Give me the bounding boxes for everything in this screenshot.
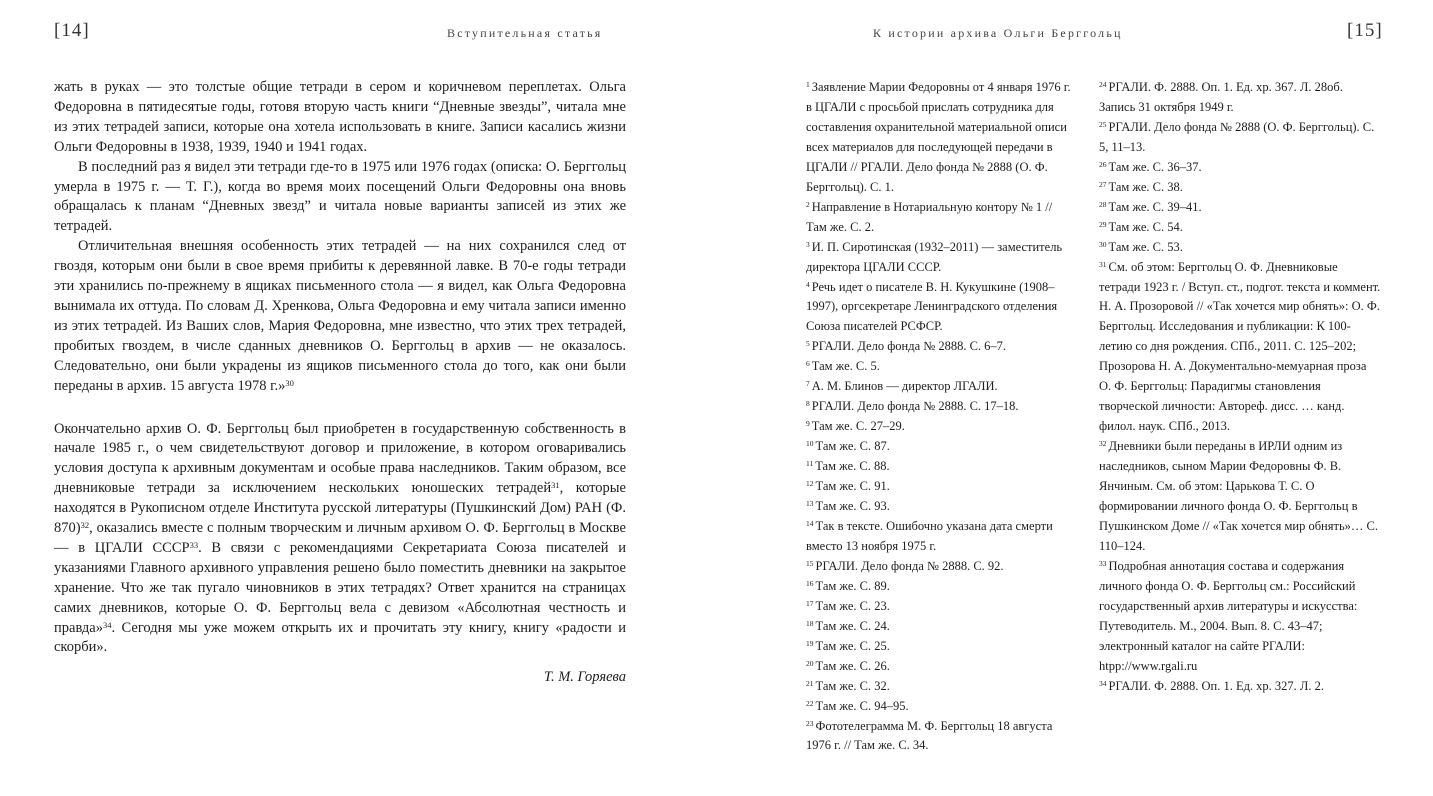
footnote-17 bbox=[806, 597, 1072, 617]
paragraph-3 bbox=[54, 237, 626, 396]
footnote-number: 8 bbox=[806, 399, 810, 409]
footnote-text: Там же. С. 27–29. bbox=[811, 419, 905, 434]
footnote-text: Там же. С. 88. bbox=[815, 459, 890, 474]
footnote-30 bbox=[1099, 238, 1381, 258]
footnote-text: Там же. С. 39–41. bbox=[1108, 199, 1202, 214]
footnote-number: 9 bbox=[806, 419, 810, 429]
footnote-text: Там же. С. 23. bbox=[815, 598, 890, 613]
footnote-15 bbox=[806, 557, 1072, 577]
footnote-text: См. об этом: Берггольц О. Ф. Дневниковые тетради 1923 г. / Вступ. ст., подгот. текста и коммент. Н. А. Прозоровой // «Так хочется мир обнять»: О. Ф. Берггольц. Исследования и публикации: К 100-летию со дня рождения. СПб., 2011. С. 125–202; Прозорова Н. А. Документально-мемуарная проза О. Ф. Берггольц: Парадигмы становления творческой личности: Автореф. дисс. … канд. филол. наук. СПб., 2013. bbox=[1099, 259, 1381, 434]
footnote-number: 4 bbox=[806, 279, 810, 289]
paragraph-main bbox=[54, 420, 626, 659]
footnote-text: Там же. С. 38. bbox=[1108, 179, 1183, 194]
footnote-number: 33 bbox=[1099, 558, 1107, 568]
footnote-10 bbox=[806, 437, 1072, 457]
footnote-14 bbox=[806, 517, 1072, 557]
footnote-number: 12 bbox=[806, 479, 814, 489]
left-page-number: [14] bbox=[54, 20, 90, 41]
footnote-text: Там же. С. 25. bbox=[815, 638, 890, 653]
footnote-33 bbox=[1099, 557, 1381, 677]
footnote-ref-31[interactable]: 31 bbox=[551, 480, 560, 491]
left-page-body bbox=[54, 78, 626, 686]
footnote-number: 2 bbox=[806, 199, 810, 209]
paragraph-1: жать в руках — это толстые общие тетради в сером и коричневом переплетах. Ольга Федоровна в пятидесятые годы, готовя вторую часть книги “Дневные звезды”, читала мне из этих тетрадей записи, которые она хотела использовать в книге. Записи касались жизни Ольги Федоровны в 1938, 1939, 1940 и 1941 годах. bbox=[54, 79, 626, 155]
footnote-number: 24 bbox=[1099, 80, 1107, 89]
footnote-ref-34[interactable]: 34 bbox=[103, 619, 112, 630]
footnote-text: Речь идет о писателе В. Н. Кукушкине (1908–1997), оргсекретаре Ленинградского отделения Союза писателей РСФСР. bbox=[806, 279, 1058, 334]
footnote-number: 15 bbox=[806, 558, 814, 568]
footnote-text: РГАЛИ. Дело фонда № 2888. С. 17–18. bbox=[811, 399, 1019, 414]
footnote-2 bbox=[806, 198, 1072, 238]
paragraph-2: В последний раз я видел эти тетради где-то в 1975 или 1976 годах (описка: О. Берггольц умерла в 1975 г. — Т. Г.), когда во время моих посещений Ольги Федоровны она вновь обращалась к планам “Дневных звезд” и читала новые варианты записей из этих же тетрадей. bbox=[54, 158, 626, 235]
footnote-4 bbox=[806, 278, 1072, 338]
footnote-9 bbox=[806, 417, 1072, 437]
footnote-text: Там же. С. 26. bbox=[815, 658, 890, 673]
footnote-number: 22 bbox=[806, 698, 814, 708]
footnote-text: Там же. С. 32. bbox=[815, 678, 890, 693]
footnote-number: 10 bbox=[806, 439, 814, 449]
footnote-7 bbox=[806, 377, 1072, 397]
footnote-13 bbox=[806, 497, 1072, 517]
footnote-22 bbox=[806, 697, 1072, 717]
footnote-text: РГАЛИ. Ф. 2888. Оп. 1. Ед. хр. 367. Л. 28об. Запись 31 октября 1949 г. bbox=[1099, 80, 1343, 114]
footnote-3 bbox=[806, 238, 1072, 278]
footnote-number: 34 bbox=[1099, 678, 1107, 688]
section-gap bbox=[54, 397, 626, 420]
footnote-number: 14 bbox=[806, 518, 814, 528]
footnote-21 bbox=[806, 677, 1072, 697]
main-text-part-4: . В связи с рекомендациями Секретариата Союза писателей и указаниями Главного архивного управления решено было поместить дневники на закрытое хранение. Что же так пугало чиновников в этих тетрадях? Ответ хранится на страницах самих дневников, которые О. Ф. Берггольц вела с девизом «Абсолютная честность и правда» bbox=[54, 539, 626, 636]
footnote-text: Там же. С. 87. bbox=[815, 439, 890, 454]
footnote-number: 17 bbox=[806, 598, 814, 608]
footnote-25 bbox=[1099, 118, 1381, 158]
footnote-19 bbox=[806, 637, 1072, 657]
footnote-number: 20 bbox=[806, 658, 814, 668]
footnote-text: Там же. С. 89. bbox=[815, 578, 890, 593]
main-text-part-5: . Сегодня мы уже можем открыть их и прочитать эту книгу, книгу «радости и скорби». bbox=[54, 619, 626, 656]
footnote-11 bbox=[806, 457, 1072, 477]
author-signature: Т. М. Горяева bbox=[543, 669, 626, 686]
footnote-27 bbox=[1099, 178, 1381, 198]
footnote-29 bbox=[1099, 218, 1381, 238]
footnote-text: А. М. Блинов — директор ЛГАЛИ. bbox=[811, 379, 998, 394]
footnote-text: РГАЛИ. Дело фонда № 2888 (О. Ф. Берггольц). С. 5, 11–13. bbox=[1099, 119, 1375, 154]
footnote-number: 25 bbox=[1099, 119, 1107, 129]
footnote-ref-33[interactable]: 33 bbox=[189, 539, 199, 550]
footnote-number: 28 bbox=[1099, 199, 1107, 209]
footnote-number: 13 bbox=[806, 499, 814, 509]
footnote-24 bbox=[1099, 78, 1381, 118]
footnote-number: 11 bbox=[806, 459, 814, 469]
footnotes-column-1 bbox=[806, 78, 1072, 756]
footnote-text: И. П. Сиротинская (1932–2011) — заместитель директора ЦГАЛИ СССР. bbox=[806, 239, 1063, 274]
footnote-number: 1 bbox=[806, 80, 810, 89]
footnote-number: 23 bbox=[806, 718, 814, 728]
footnote-23 bbox=[806, 717, 1072, 757]
footnote-text: Фототелеграмма М. Ф. Берггольц 18 августа 1976 г. // Там же. С. 34. bbox=[806, 718, 1053, 753]
footnote-number: 26 bbox=[1099, 159, 1107, 169]
footnote-number: 16 bbox=[806, 578, 814, 588]
footnote-ref-30[interactable]: 30 bbox=[285, 377, 294, 388]
footnote-text: Там же. С. 91. bbox=[815, 479, 890, 494]
footnote-text: РГАЛИ. Дело фонда № 2888. С. 6–7. bbox=[811, 339, 1007, 354]
footnote-text: Там же. С. 54. bbox=[1108, 219, 1183, 234]
main-text-part-2: , которые находятся в Рукописном отделе Института русской литературы (Пушкинский Дом) РАН (Ф. 870) bbox=[54, 480, 626, 537]
footnote-number: 21 bbox=[806, 678, 814, 688]
right-page-number: [15] bbox=[1347, 20, 1383, 41]
footnote-5 bbox=[806, 337, 1072, 357]
footnote-text: Там же. С. 93. bbox=[815, 499, 890, 514]
footnote-6 bbox=[806, 357, 1072, 377]
footnote-28 bbox=[1099, 198, 1381, 218]
footnote-number: 32 bbox=[1099, 439, 1107, 449]
footnote-text: Заявление Марии Федоровны от 4 января 1976 г. в ЦГАЛИ с просьбой прислать сотрудника для составления охранительной материальной описи всех материалов для последующей передачи в ЦГАЛИ // РГАЛИ. Дело фонда № 2888 (О. Ф. Берггольц). С. 1. bbox=[806, 80, 1071, 194]
footnote-number: 30 bbox=[1099, 239, 1107, 249]
footnote-text: Дневники были переданы в ИРЛИ одним из наследников, сыном Марии Федоровны Ф. В. Янчиным. См. об этом: Царькова Т. С. О формировании личного фонда О. Ф. Берггольц в Пушкинском Доме // «Так хочется мир обнять»… С. 110–124. bbox=[1099, 439, 1378, 553]
footnotes-column-2 bbox=[1099, 78, 1381, 697]
footnote-number: 18 bbox=[806, 618, 814, 628]
footnote-text: Там же. С. 94–95. bbox=[815, 698, 909, 713]
left-running-head: Вступительная статья bbox=[447, 26, 603, 40]
footnote-ref-32[interactable]: 32 bbox=[80, 520, 90, 531]
footnote-number: 27 bbox=[1099, 179, 1107, 189]
footnote-text: РГАЛИ. Ф. 2888. Оп. 1. Ед. хр. 327. Л. 2. bbox=[1108, 678, 1325, 693]
footnote-34 bbox=[1099, 677, 1381, 697]
footnote-number: 19 bbox=[806, 638, 814, 648]
footnote-1 bbox=[806, 78, 1072, 198]
footnote-text: РГАЛИ. Дело фонда № 2888. С. 92. bbox=[815, 558, 1004, 573]
footnote-text: Там же. С. 53. bbox=[1108, 239, 1183, 254]
footnote-text: Подробная аннотация состава и содержания личного фонда О. Ф. Берггольц см.: Российский государственный архив литературы и искусства: Путеводитель. М., 2004. Вып. 8. С. 43–47; электронный каталог на сайте РГАЛИ: htpp://www.rgali.ru bbox=[1099, 558, 1358, 673]
footnote-12 bbox=[806, 477, 1072, 497]
footnote-16 bbox=[806, 577, 1072, 597]
footnote-26 bbox=[1099, 158, 1381, 178]
main-text-part-3: , оказались вместе с полным творческим и личным архивом О. Ф. Берггольц в Москве — в ЦГАЛИ СССР bbox=[54, 520, 626, 556]
footnote-31 bbox=[1099, 258, 1381, 438]
footnote-32 bbox=[1099, 437, 1381, 557]
footnote-text: Так в тексте. Ошибочно указана дата смерти вместо 13 ноября 1975 г. bbox=[806, 518, 1053, 553]
footnote-text: Там же. С. 5. bbox=[811, 359, 880, 374]
footnote-text: Там же. С. 36–37. bbox=[1108, 159, 1202, 174]
footnote-number: 3 bbox=[806, 239, 810, 249]
footnote-number: 31 bbox=[1099, 259, 1107, 269]
right-running-head: К истории архива Ольги Берггольц bbox=[873, 26, 1123, 40]
footnote-number: 5 bbox=[806, 339, 810, 349]
footnote-text: Направление в Нотариальную контору № 1 // Там же. С. 2. bbox=[806, 199, 1053, 234]
footnote-number: 6 bbox=[806, 359, 810, 369]
footnote-number: 7 bbox=[806, 379, 810, 389]
footnote-text: Там же. С. 24. bbox=[815, 618, 890, 633]
footnote-20 bbox=[806, 657, 1072, 677]
main-text-part-1: Окончательно архив О. Ф. Берггольц был приобретен в государственную собственность в начале 1985 г., о чем свидетельствуют договор и приложение, в котором оговаривались условия доступа к архивным документам и особые права наследников. Таким образом, все дневниковые тетради за исключением нескольких юношеских тетрадей bbox=[54, 420, 626, 497]
paragraph-3-text: Отличительная внешняя особенность этих тетрадей — на них сохранился след от гвоздя, которым они были в свое время прибиты к деревянной лавке. В 70-е годы тетради эти хранились по-прежнему в ящиках письменного стола — я видел, как Ольга Федоровна вынимала их оттуда. По словам Д. Хренкова, Ольга Федоровна и ему читала записи именно из этих тетрадей. Из Ваших слов, Мария Федоровна, мне известно, что этих трех тетрадей, пробитых гвоздем, в числе сданных дневников О. Берггольц в архив — не оказалось. Следовательно, они были украдены из ящиков письменного стола до того, как они были переданы в архив. 15 августа 1978 г.» bbox=[54, 238, 626, 394]
footnote-number: 29 bbox=[1099, 219, 1107, 229]
footnote-18 bbox=[806, 617, 1072, 637]
footnote-8 bbox=[806, 397, 1072, 417]
